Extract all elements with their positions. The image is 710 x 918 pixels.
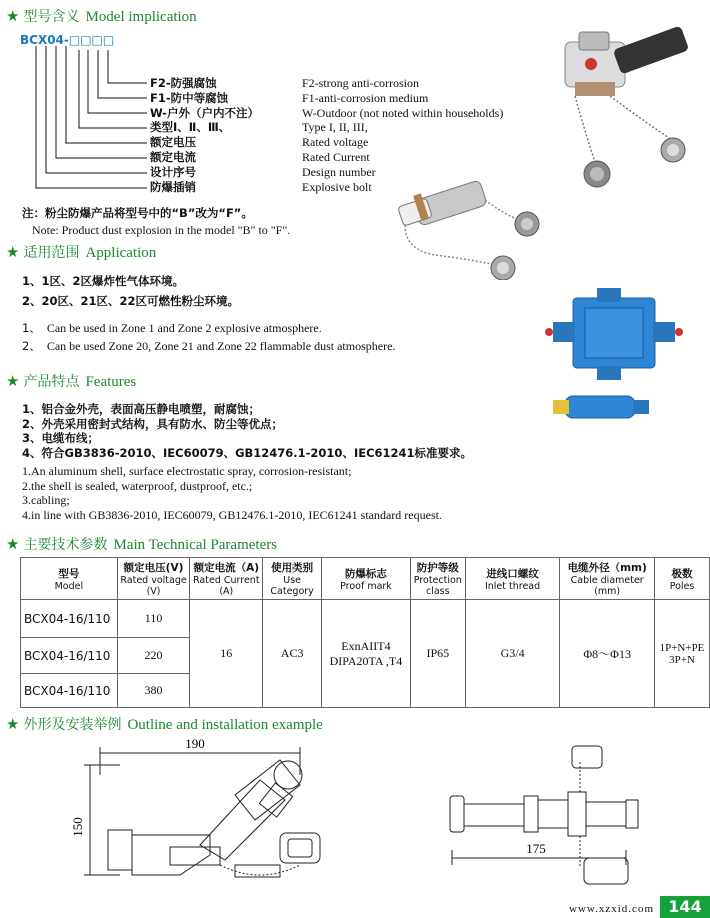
code-part-label: F2-防强腐蚀: [150, 76, 217, 90]
star-icon: ★: [6, 7, 20, 25]
star-icon: ★: [6, 535, 20, 553]
code-part-label-en: Explosive bolt: [302, 179, 372, 194]
table-row: [21, 600, 710, 638]
dim-height: 150: [70, 817, 85, 837]
header-category: 使用类别 Use Category: [263, 558, 322, 600]
cell-voltage: 380: [117, 674, 190, 708]
header-protection: 防护等级 Protection class: [410, 558, 465, 600]
socket-outline-drawing: [60, 735, 350, 895]
plug-photo: [395, 180, 555, 280]
code-parts-en: [302, 76, 503, 194]
code-part-label-en: F1-anti-corrosion medium: [302, 90, 429, 105]
application-cn-2: 2、20区、21区、22区可燃性粉尘环境。: [22, 294, 240, 308]
code-part-label-en: Rated voltage: [302, 135, 369, 150]
header-current: 额定电流（A) Rated Current (A): [190, 558, 263, 600]
plug-socket-photo: [555, 22, 705, 222]
code-part-label-en: F2-strong anti-corrosion: [302, 76, 419, 90]
dim-width: 190: [185, 736, 205, 751]
code-part-label: 额定电流: [150, 149, 196, 164]
cell-thread: G3/4: [465, 600, 560, 708]
section-title-outline: ★ 外形及安装举例 Outline and installation example: [6, 715, 323, 733]
code-parts-cn: [150, 76, 259, 194]
cell-current: 16: [190, 600, 263, 708]
footer-website: www.xzxid.com: [569, 903, 654, 915]
cell-poles: 1P+N+PE 3P+N: [655, 600, 710, 708]
section-title-features: ★ 产品特点 Features: [6, 372, 137, 390]
header-proof: 防爆标志 Proof mark: [322, 558, 411, 600]
dim-length: 175: [526, 841, 546, 856]
plug-outline-drawing: [440, 740, 660, 890]
section-title-model: ★ 型号含义 Model implication: [6, 7, 197, 25]
cell-model: BCX04-16/110: [21, 600, 118, 638]
cell-category: AC3: [263, 600, 322, 708]
note-cn: 注：粉尘防爆产品将型号中的“B”改为“F”。: [22, 206, 253, 220]
cell-cable: Φ8～Φ13: [560, 600, 655, 708]
code-part-label: 额定电压: [150, 135, 196, 150]
page-number: 144: [660, 896, 710, 918]
features-en: 1.An aluminum shell, surface electrostatic spray, corrosion-resistant; 2.the shell is sealed, waterproof, dustproof, etc.; 3.cabling; 4.in line with GB3836-2010, IEC60079, GB12476.1-2010, IEC61241 standard request.: [22, 464, 442, 522]
code-part-label: 设计序号: [150, 164, 196, 179]
header-cable: 电缆外径（mm) Cable diameter (mm): [560, 558, 655, 600]
star-icon: ★: [6, 243, 20, 261]
code-part-label: F1-防中等腐蚀: [150, 90, 229, 105]
code-part-label: 类型Ⅰ、Ⅱ、Ⅲ、: [150, 120, 231, 135]
model-code-tree: [0, 0, 150, 200]
code-part-label-en: Rated Current: [302, 149, 370, 164]
cell-voltage: 110: [117, 600, 190, 638]
note-en: Note: Product dust explosion in the model "B" to "F".: [32, 223, 291, 237]
header-thread: 进线口螺纹 Inlet thread: [465, 558, 560, 600]
code-part-label-en: W-Outdoor (not noted within households): [302, 105, 504, 120]
features-cn: 1、铝合金外壳，表面高压静电喷塑，耐腐蚀； 2、外壳采用密封式结构，具有防水、防尘等优点； 3、电缆布线； 4、符合GB3836-2010、IEC60079、GB12476.1-2010、IEC61241标准要求。: [22, 402, 473, 460]
cell-proof: ExnAIIT4 DIPA20TA ,T4: [322, 600, 411, 708]
application-cn-1: 1、1区、2区爆炸性气体环境。: [22, 274, 185, 288]
application-en-1: 1、 Can be used in Zone 1 and Zone 2 explosive atmosphere.: [22, 321, 322, 335]
header-poles: 极数 Poles: [655, 558, 710, 600]
section-title-application: ★ 适用范围 Application: [6, 243, 157, 261]
code-part-label-en: Design number: [302, 164, 376, 179]
cell-model: BCX04-16/110: [21, 674, 118, 708]
code-part-label: W-户外（户内不注）: [150, 105, 259, 120]
cell-protection: IP65: [410, 600, 465, 708]
table-header-row: [21, 558, 710, 600]
code-part-label: 防爆插销: [150, 179, 196, 194]
header-model: 型号 Model: [21, 558, 118, 600]
cell-voltage: 220: [117, 638, 190, 674]
model-code: BCX04-□□□□: [20, 33, 115, 47]
header-voltage: 额定电压(V) Rated voltage (V): [117, 558, 190, 600]
star-icon: ★: [6, 372, 20, 390]
code-part-label-en: Type I, II, III,: [302, 120, 368, 135]
application-en-2: 2、 Can be used Zone 20, Zone 21 and Zone 22 flammable dust atmosphere.: [22, 339, 396, 353]
section-title-params: ★ 主要技术参数 Main Technical Parameters: [6, 535, 278, 553]
spec-table: [20, 557, 710, 708]
cell-model: BCX04-16/110: [21, 638, 118, 674]
star-icon: ★: [6, 715, 20, 733]
junction-box-photo: [545, 288, 685, 448]
